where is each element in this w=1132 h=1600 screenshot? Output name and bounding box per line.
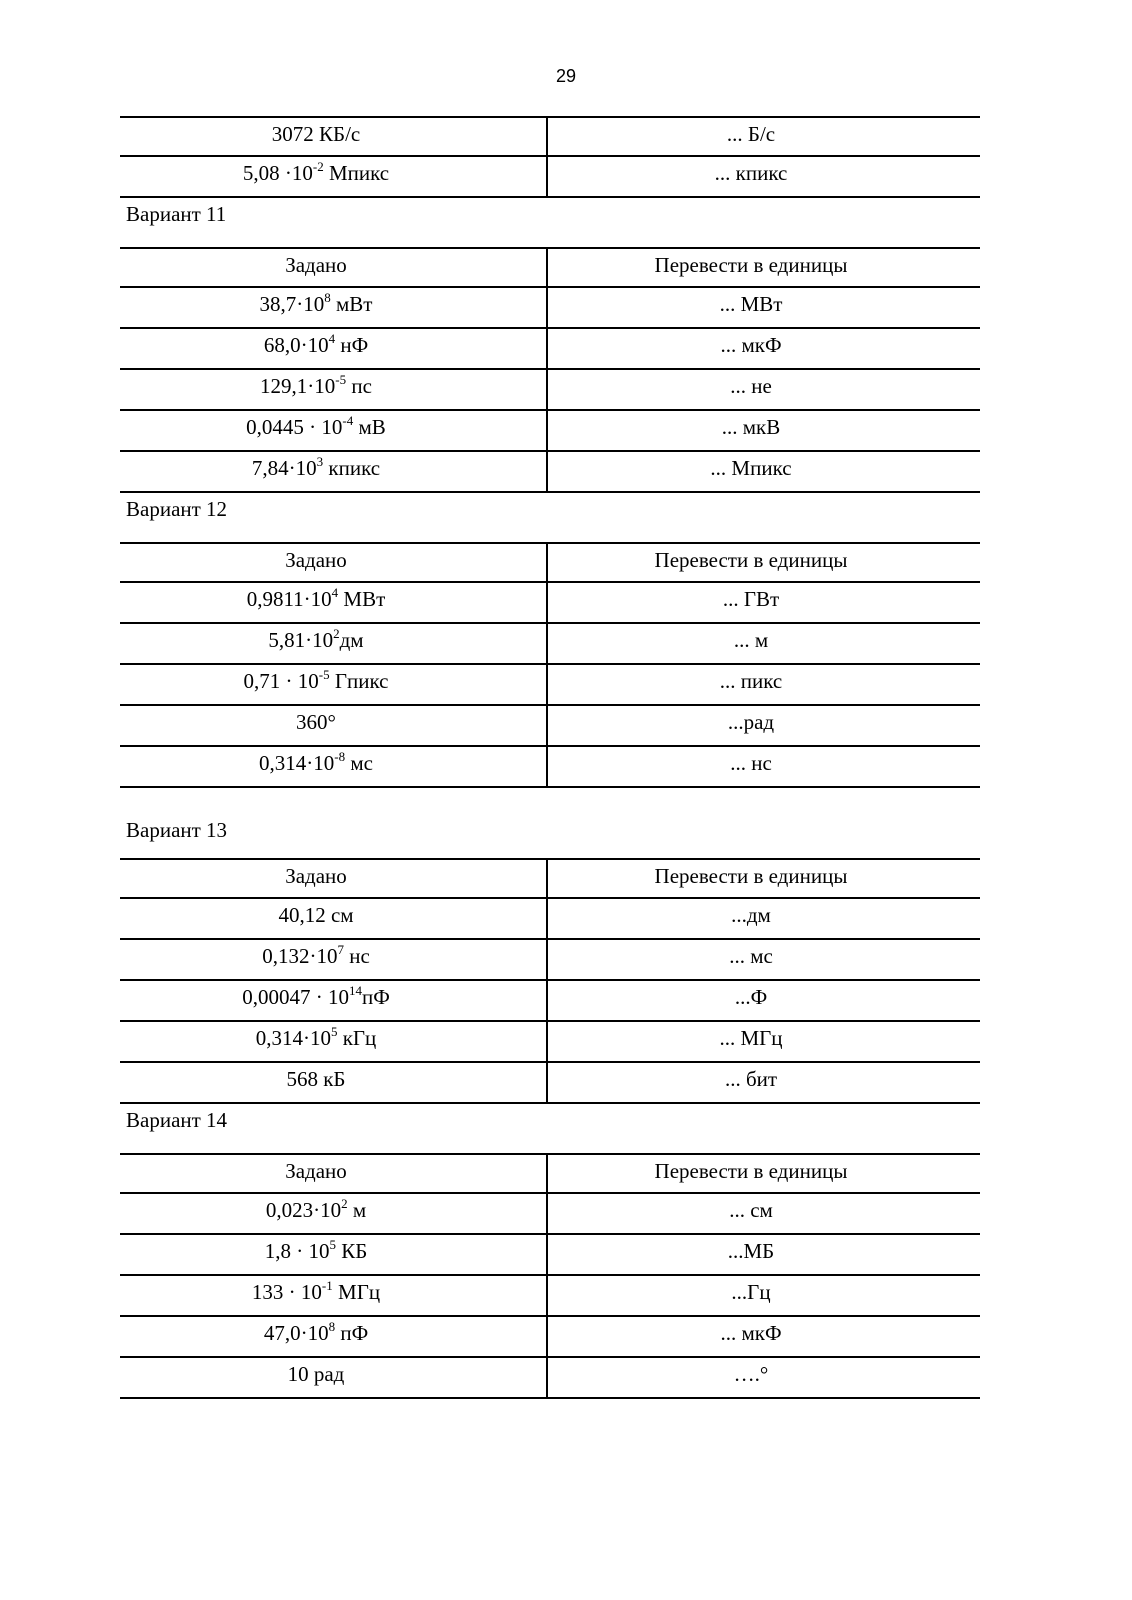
target-unit	[548, 940, 980, 979]
given-value	[120, 940, 548, 979]
given-value-text: $0,9811\cdot 10^4$ МВт	[246, 585, 386, 611]
table-row	[120, 665, 980, 706]
given-value-text: 40,12 см	[278, 903, 354, 927]
given-value	[120, 1063, 548, 1102]
given-value-text: $7,84\cdot 10^3$ кпикс	[251, 454, 381, 480]
given-value-text: $133 \cdot 10^{-1}$ МГц	[251, 1278, 381, 1304]
target-unit	[548, 1194, 980, 1233]
table-row	[120, 1358, 980, 1399]
given-value	[120, 665, 548, 704]
target-unit	[548, 981, 980, 1020]
given-value-text: $0,314\cdot 10^{-8}$ мс	[259, 749, 373, 775]
target-unit	[548, 1235, 980, 1274]
target-unit	[548, 288, 980, 327]
table-row	[120, 1276, 980, 1317]
given-value	[120, 706, 548, 745]
target-unit	[548, 706, 980, 745]
target-unit-text: ... нс	[730, 751, 772, 775]
target-unit	[548, 329, 980, 368]
header-given	[120, 249, 548, 286]
given-value-text: $5,08 \cdot 10^{-2}$ Мпикс	[242, 159, 390, 185]
target-unit-text: ...рад	[727, 710, 775, 734]
given-value-text: 360°	[296, 710, 336, 734]
table-row	[120, 624, 980, 665]
target-unit	[548, 583, 980, 622]
variant-title: Вариант 13	[126, 818, 228, 842]
table-header-row	[120, 247, 980, 288]
table-row	[120, 583, 980, 624]
target-unit-text: ... пикс	[719, 669, 783, 693]
target-unit-text: ... Б/с	[726, 122, 776, 146]
header-target	[548, 249, 980, 286]
given-value	[120, 1276, 548, 1315]
given-value-text: $47,0\cdot 10^8$ пФ	[263, 1319, 369, 1345]
given-value-text: $0,314\cdot 10^5$ кГц	[255, 1024, 377, 1050]
variant-block	[120, 493, 980, 788]
target-unit	[548, 747, 980, 786]
header-target	[548, 860, 980, 897]
given-value-text: $0,00047 \cdot 10^{14}пФ$	[242, 983, 390, 1009]
table-row	[120, 1022, 980, 1063]
given-value-text: $0,71 \cdot 10^{-5}$ Гпикс	[243, 667, 389, 693]
header-target-text: Перевести в единицы	[654, 864, 848, 888]
target-unit-text: ... ГВт	[722, 587, 780, 611]
table-row	[120, 940, 980, 981]
header-given	[120, 860, 548, 897]
given-value	[120, 157, 548, 196]
target-unit	[548, 624, 980, 663]
header-given-text: Задано	[285, 548, 347, 572]
target-unit-text: ... Мпикс	[710, 456, 792, 480]
target-unit-text: ...Гц	[731, 1280, 771, 1304]
target-unit	[548, 452, 980, 491]
given-value-text: 3072 КБ/с	[271, 122, 361, 146]
table-header-row	[120, 858, 980, 899]
given-value-text: 568 кБ	[286, 1067, 346, 1091]
target-unit-text: ... мкФ	[720, 333, 782, 357]
target-unit-text: ... МГц	[719, 1026, 783, 1050]
target-unit-text: ... не	[730, 374, 772, 398]
table-row	[120, 1235, 980, 1276]
table-header-row	[120, 1153, 980, 1194]
variant-block	[120, 116, 980, 198]
variant-block	[120, 198, 980, 493]
given-value-text: $129,1\cdot 10^{-5}$ пс	[260, 372, 372, 398]
given-value	[120, 1358, 548, 1397]
table-row	[120, 116, 980, 157]
header-target-text: Перевести в единицы	[654, 548, 848, 572]
given-value-text: 10 рад	[287, 1362, 345, 1386]
target-unit	[548, 665, 980, 704]
given-value	[120, 1235, 548, 1274]
variant-title: Вариант 12	[126, 497, 228, 521]
table-row	[120, 370, 980, 411]
given-value	[120, 583, 548, 622]
table-row	[120, 288, 980, 329]
target-unit	[548, 899, 980, 938]
table-row	[120, 452, 980, 493]
table-row	[120, 706, 980, 747]
table-row	[120, 899, 980, 940]
target-unit-text: ...дм	[731, 903, 771, 927]
table-row	[120, 411, 980, 452]
variants-content	[120, 116, 980, 1399]
header-target	[548, 544, 980, 581]
given-value	[120, 370, 548, 409]
given-value	[120, 899, 548, 938]
target-unit-text: ... бит	[724, 1067, 778, 1091]
variant-title: Вариант 14	[126, 1108, 228, 1132]
header-given	[120, 544, 548, 581]
target-unit	[548, 411, 980, 450]
given-value-text: $0,0445 \cdot 10^{-4}$ мВ	[246, 413, 386, 439]
target-unit	[548, 1317, 980, 1356]
table-row	[120, 1194, 980, 1235]
target-unit-text: ... м	[733, 628, 769, 652]
variant-block	[120, 788, 980, 1104]
table-row	[120, 1317, 980, 1358]
header-target-text: Перевести в единицы	[654, 1159, 848, 1183]
given-value	[120, 1317, 548, 1356]
header-given-text: Задано	[285, 253, 347, 277]
header-target-text: Перевести в единицы	[654, 253, 848, 277]
given-value	[120, 624, 548, 663]
given-value	[120, 981, 548, 1020]
table-header-row	[120, 542, 980, 583]
header-given	[120, 1155, 548, 1192]
target-unit-text: ... мкВ	[721, 415, 781, 439]
header-target	[548, 1155, 980, 1192]
target-unit	[548, 1276, 980, 1315]
target-unit-text: ... мкФ	[720, 1321, 782, 1345]
given-value	[120, 1194, 548, 1233]
given-value-text: $0,023\cdot 10^2$ м	[265, 1196, 367, 1222]
given-value-text: $0,132\cdot 10^7$ нс	[262, 942, 370, 968]
given-value	[120, 411, 548, 450]
given-value-text: $68,0\cdot 10^4$ нФ	[263, 331, 369, 357]
given-value-text: $5,81\cdot 10^2дм$	[268, 626, 364, 652]
variant-block	[120, 1104, 980, 1399]
target-unit-text: ... МВт	[719, 292, 783, 316]
given-value	[120, 329, 548, 368]
target-unit-text: ...МБ	[727, 1239, 775, 1263]
variant-title: Вариант 11	[126, 202, 227, 226]
table-row	[120, 981, 980, 1022]
given-value	[120, 1022, 548, 1061]
target-unit	[548, 370, 980, 409]
table-row	[120, 1063, 980, 1104]
given-value	[120, 288, 548, 327]
target-unit-text: ... кпикс	[714, 161, 788, 185]
given-value	[120, 452, 548, 491]
target-unit	[548, 1063, 980, 1102]
target-unit-text: ….°	[733, 1362, 769, 1386]
header-given-text: Задано	[285, 864, 347, 888]
target-unit-text: ...Ф	[734, 985, 768, 1009]
given-value-text: $1,8 \cdot 10^5$ КБ	[264, 1237, 368, 1263]
table-row	[120, 157, 980, 198]
header-given-text: Задано	[285, 1159, 347, 1183]
table-row	[120, 747, 980, 788]
given-value-text: $38,7\cdot 10^8$ мВт	[259, 290, 373, 316]
target-unit-text: ... мс	[729, 944, 773, 968]
target-unit	[548, 1022, 980, 1061]
page-number: 29	[555, 66, 577, 86]
target-unit	[548, 1358, 980, 1397]
table-row	[120, 329, 980, 370]
given-value	[120, 747, 548, 786]
target-unit-text: ... см	[729, 1198, 773, 1222]
target-unit	[548, 157, 980, 196]
target-unit	[548, 118, 980, 155]
given-value	[120, 118, 548, 155]
